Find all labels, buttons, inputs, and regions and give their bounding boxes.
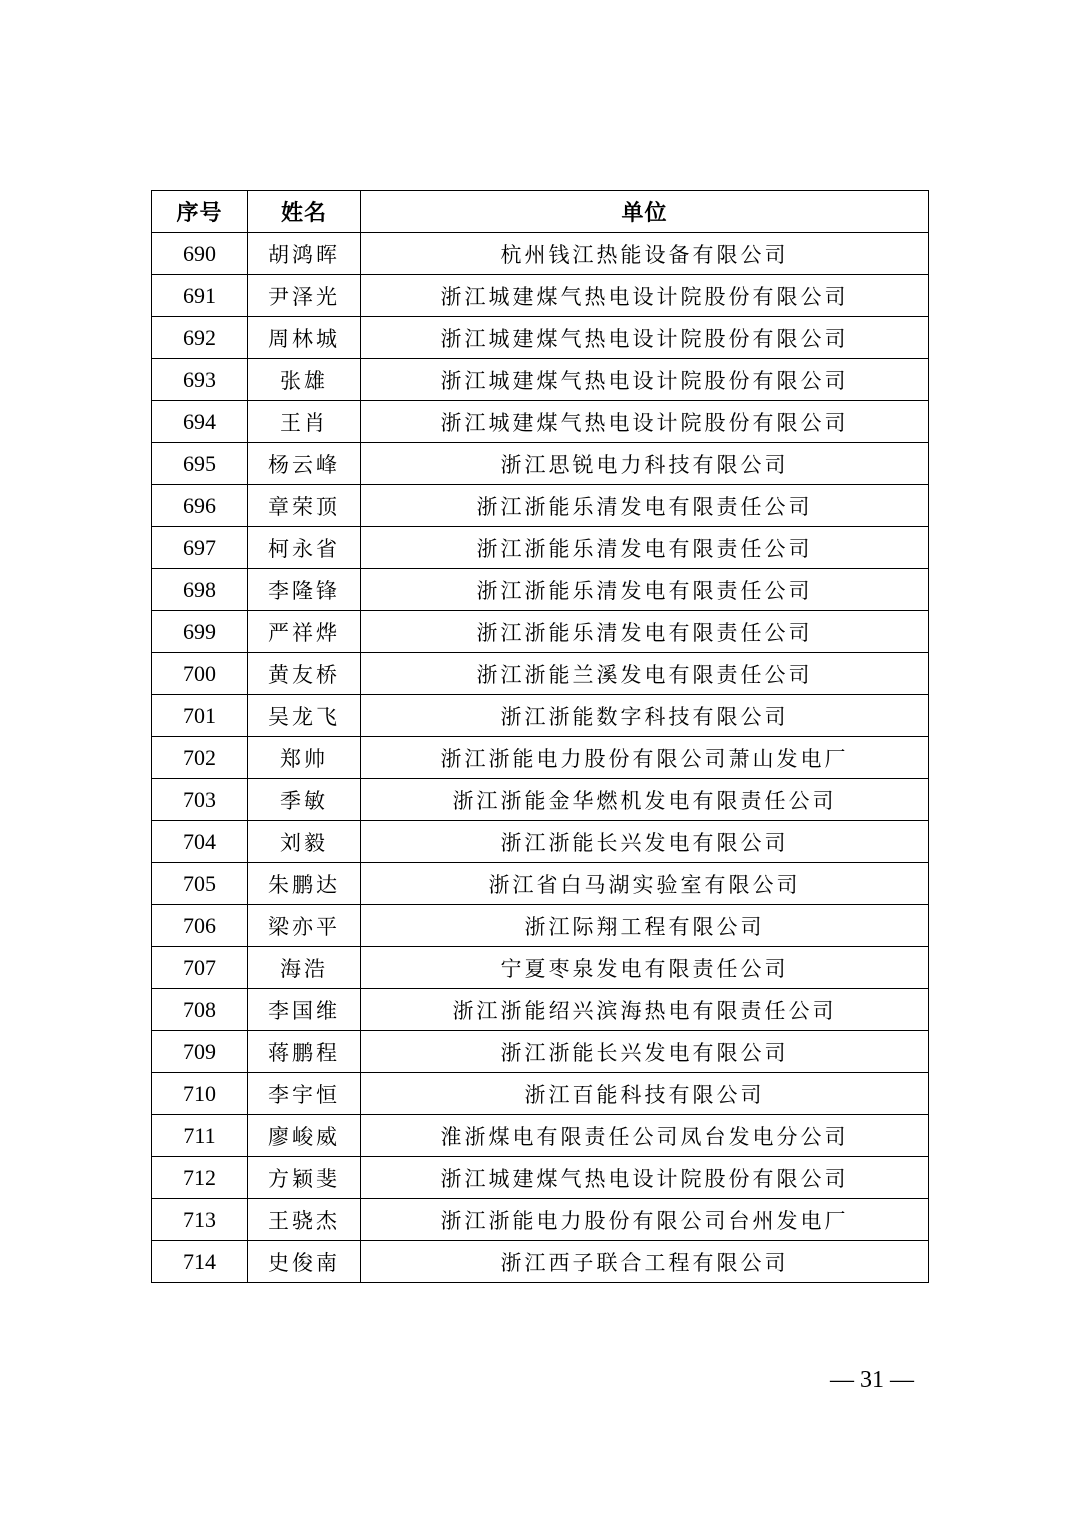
row-unit-cell: 浙江城建煤气热电设计院股份有限公司 [361,401,929,443]
table-row [152,1031,929,1073]
row-no-cell: 711 [152,1115,248,1157]
row-unit-cell: 浙江浙能乐清发电有限责任公司 [361,569,929,611]
row-no-cell: 702 [152,737,248,779]
row-name-cell: 吴龙飞 [248,695,361,737]
row-unit-cell: 浙江浙能金华燃机发电有限责任公司 [361,779,929,821]
table-row [152,275,929,317]
row-name-cell: 黄友桥 [248,653,361,695]
row-name-cell: 李宇恒 [248,1073,361,1115]
row-unit-cell: 浙江浙能电力股份有限公司台州发电厂 [361,1199,929,1241]
row-unit-cell: 浙江浙能乐清发电有限责任公司 [361,485,929,527]
row-no-cell: 710 [152,1073,248,1115]
table-row [152,737,929,779]
table-row [152,359,929,401]
row-name-cell: 梁亦平 [248,905,361,947]
table-row [152,905,929,947]
row-unit-cell: 杭州钱江热能设备有限公司 [361,233,929,275]
row-unit-cell: 浙江思锐电力科技有限公司 [361,443,929,485]
row-name-cell: 李隆锋 [248,569,361,611]
table-row [152,527,929,569]
row-no-cell: 700 [152,653,248,695]
row-unit-cell: 浙江浙能乐清发电有限责任公司 [361,611,929,653]
row-no-cell: 694 [152,401,248,443]
row-name-cell: 王骁杰 [248,1199,361,1241]
row-name-cell: 海浩 [248,947,361,989]
table-row [152,485,929,527]
row-name-cell: 郑帅 [248,737,361,779]
table-body [152,233,929,1283]
row-unit-cell: 浙江浙能数字科技有限公司 [361,695,929,737]
row-unit-cell: 浙江际翔工程有限公司 [361,905,929,947]
row-no-cell: 697 [152,527,248,569]
row-name-cell: 史俊南 [248,1241,361,1283]
roster-table [151,190,929,1283]
row-no-cell: 707 [152,947,248,989]
table-row [152,611,929,653]
table-row [152,653,929,695]
table-row [152,1199,929,1241]
table-row [152,947,929,989]
table-header-row [152,191,929,233]
row-unit-cell: 淮浙煤电有限责任公司凤台发电分公司 [361,1115,929,1157]
row-unit-cell: 浙江浙能绍兴滨海热电有限责任公司 [361,989,929,1031]
row-no-cell: 696 [152,485,248,527]
row-name-cell: 李国维 [248,989,361,1031]
table-row [152,1157,929,1199]
row-name-cell: 张雄 [248,359,361,401]
row-no-cell: 704 [152,821,248,863]
row-name-cell: 季敏 [248,779,361,821]
row-unit-cell: 浙江城建煤气热电设计院股份有限公司 [361,317,929,359]
header-name: 姓名 [248,191,361,233]
table-row [152,569,929,611]
table-row [152,233,929,275]
row-unit-cell: 浙江浙能乐清发电有限责任公司 [361,527,929,569]
table-row [152,443,929,485]
table-row [152,779,929,821]
row-no-cell: 705 [152,863,248,905]
table-row [152,1115,929,1157]
table-row [152,1073,929,1115]
row-no-cell: 693 [152,359,248,401]
row-name-cell: 严祥烨 [248,611,361,653]
row-name-cell: 尹泽光 [248,275,361,317]
row-unit-cell: 浙江百能科技有限公司 [361,1073,929,1115]
page-number: — 31 — [830,1367,914,1393]
row-no-cell: 692 [152,317,248,359]
table-row [152,989,929,1031]
row-unit-cell: 浙江浙能电力股份有限公司萧山发电厂 [361,737,929,779]
row-unit-cell: 浙江浙能长兴发电有限公司 [361,821,929,863]
row-unit-cell: 浙江城建煤气热电设计院股份有限公司 [361,1157,929,1199]
row-no-cell: 695 [152,443,248,485]
row-no-cell: 691 [152,275,248,317]
row-no-cell: 712 [152,1157,248,1199]
row-no-cell: 709 [152,1031,248,1073]
table-row [152,821,929,863]
row-name-cell: 章荣顶 [248,485,361,527]
row-name-cell: 廖峻威 [248,1115,361,1157]
row-name-cell: 柯永省 [248,527,361,569]
row-no-cell: 690 [152,233,248,275]
row-unit-cell: 浙江城建煤气热电设计院股份有限公司 [361,275,929,317]
row-no-cell: 701 [152,695,248,737]
row-unit-cell: 浙江省白马湖实验室有限公司 [361,863,929,905]
row-name-cell: 王肖 [248,401,361,443]
row-no-cell: 713 [152,1199,248,1241]
table-row [152,1241,929,1283]
header-unit: 单位 [361,191,929,233]
table-row [152,695,929,737]
row-unit-cell: 宁夏枣泉发电有限责任公司 [361,947,929,989]
row-name-cell: 杨云峰 [248,443,361,485]
row-name-cell: 方颖斐 [248,1157,361,1199]
row-no-cell: 714 [152,1241,248,1283]
table-row [152,863,929,905]
row-no-cell: 698 [152,569,248,611]
row-unit-cell: 浙江浙能兰溪发电有限责任公司 [361,653,929,695]
row-name-cell: 朱鹏达 [248,863,361,905]
row-unit-cell: 浙江西子联合工程有限公司 [361,1241,929,1283]
table-row [152,317,929,359]
row-name-cell: 刘毅 [248,821,361,863]
row-name-cell: 蒋鹏程 [248,1031,361,1073]
row-no-cell: 708 [152,989,248,1031]
header-no: 序号 [152,191,248,233]
row-no-cell: 703 [152,779,248,821]
table-row [152,401,929,443]
row-unit-cell: 浙江城建煤气热电设计院股份有限公司 [361,359,929,401]
row-unit-cell: 浙江浙能长兴发电有限公司 [361,1031,929,1073]
row-no-cell: 706 [152,905,248,947]
row-name-cell: 周林城 [248,317,361,359]
row-no-cell: 699 [152,611,248,653]
row-name-cell: 胡鸿晖 [248,233,361,275]
